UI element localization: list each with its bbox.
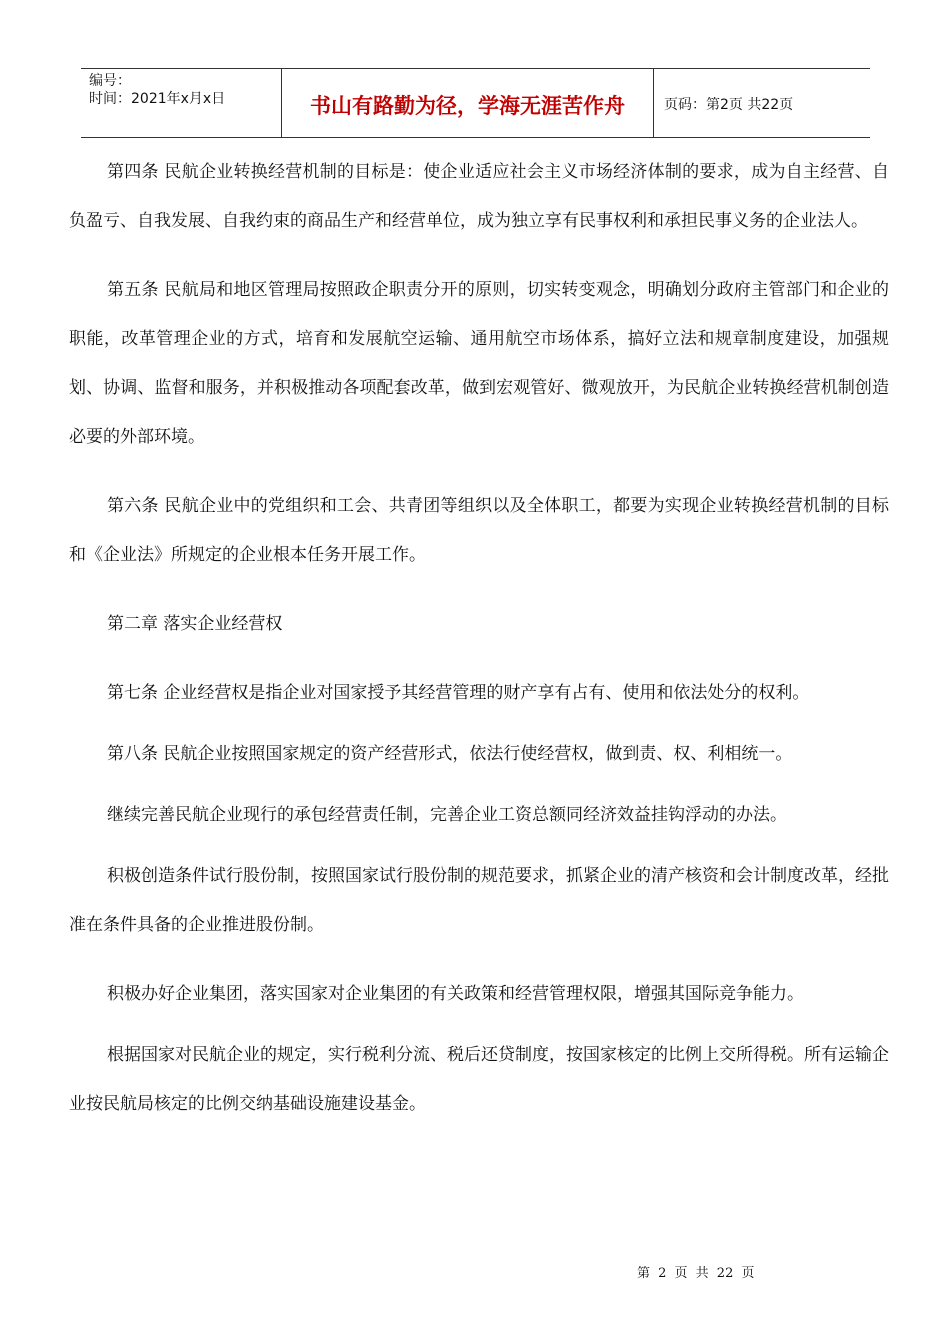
header-motto: 书山有路勤为径，学海无涯苦作舟 — [310, 94, 625, 118]
article-5: 第五条 民航局和地区管理局按照政企职责分开的原则，切实转变观念，明确划分政府主管部门和企业的职能，改革管理企业的方式，培育和发展航空运输、通用航空市场体系，搞好立法和规章制度建设，加强规划、协调、监督和服务，并积极推动各项配套改革，做到宏观管好、微观放开，为民航企业转换经营机制创造必要的外部环境。 — [69, 280, 889, 447]
header-page-label: 页码：第2页 共22页 — [664, 97, 794, 113]
shareholding-paragraph: 积极创造条件试行股份制，按照国家试行股份制的规范要求，抓紧企业的清产核资和会计制度改革，经批准在条件具备的企业推进股份制。 — [69, 866, 889, 935]
enterprise-group-paragraph: 积极办好企业集团，落实国家对企业集团的有关政策和经营管理权限，增强其国际竞争能力。 — [107, 984, 804, 1004]
contract-responsibility-paragraph: 继续完善民航企业现行的承包经营责任制，完善企业工资总额同经济效益挂钩浮动的办法。 — [107, 805, 787, 825]
article-7: 第七条 企业经营权是指企业对国家授予其经营管理的财产享有占有、使用和依法处分的权利。 — [107, 683, 810, 703]
chapter-2-heading: 第二章 落实企业经营权 — [107, 614, 283, 634]
article-4: 第四条 民航企业转换经营机制的目标是：使企业适应社会主义市场经济体制的要求，成为自主经营、自负盈亏、自我发展、自我约束的商品生产和经营单位，成为独立享有民事权利和承担民事义务的企业法人。 — [69, 162, 889, 231]
document-number-label: 编号： — [89, 73, 131, 89]
header-page-cell — [654, 69, 870, 137]
article-6: 第六条 民航企业中的党组织和工会、共青团等组织以及全体职工，都要为实现企业转换经营机制的目标和《企业法》所规定的企业根本任务开展工作。 — [69, 496, 889, 565]
page-footer: 第 2 页 共 22 页 — [637, 1266, 755, 1281]
document-time-label: 时间：2021年x月x日 — [89, 91, 226, 107]
tax-paragraph: 根据国家对民航企业的规定，实行税利分流、税后还贷制度，按国家核定的比例上交所得税。所有运输企业按民航局核定的比例交纳基础设施建设基金。 — [69, 1045, 889, 1114]
document-body — [69, 148, 889, 1129]
header-motto-cell — [282, 69, 654, 137]
document-header — [81, 68, 870, 138]
article-8: 第八条 民航企业按照国家规定的资产经营形式，依法行使经营权，做到责、权、利相统一。 — [107, 744, 793, 764]
header-meta-cell — [81, 69, 282, 137]
